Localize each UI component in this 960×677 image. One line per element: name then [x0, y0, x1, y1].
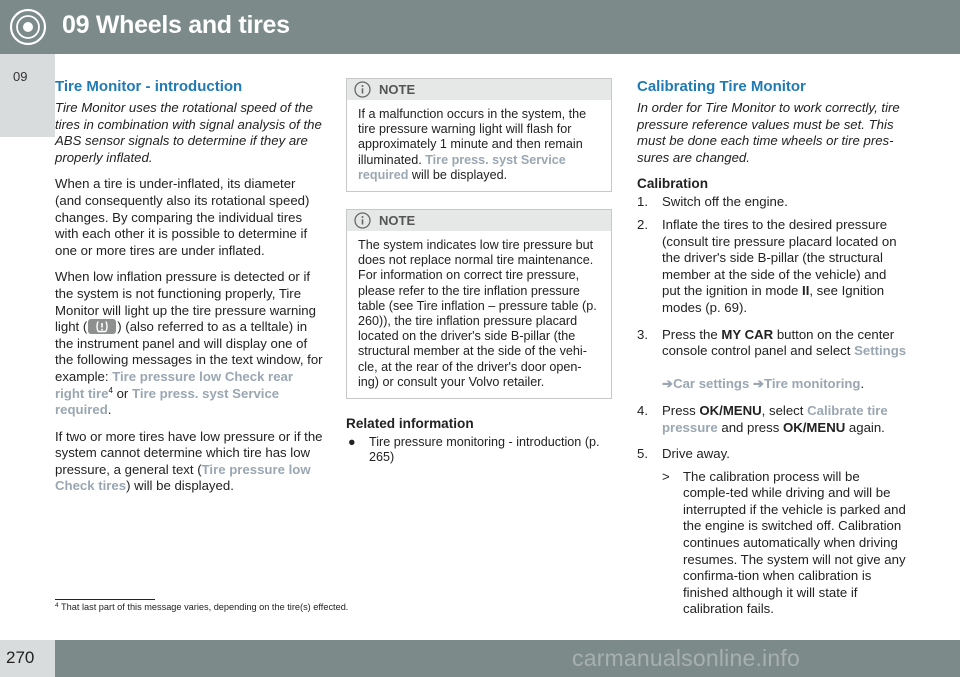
footnote-ref: 4 [108, 385, 113, 395]
chapter-number: 09 [13, 69, 28, 84]
bullet-icon: ● [348, 435, 356, 450]
section-heading: Calibrating Tire Monitor [637, 78, 806, 95]
note-title: NOTE [379, 82, 416, 97]
footnote: $^4$ That last part of this message varies, depending on the tire(s) effected. [55, 602, 349, 612]
column-tire-monitor-intro [55, 78, 323, 505]
info-icon [354, 212, 371, 234]
column-calibration [637, 78, 907, 628]
related-info-heading: Related information [346, 416, 474, 432]
calibration-steps [637, 194, 907, 618]
subheading: Calibration [637, 176, 708, 192]
section-heading: Tire Monitor - introduction [55, 78, 243, 95]
paragraph: When low inflation pressure is detected or if the system is not functioning properly, Tire Monitor will light up the tire pressure warning light ( ) (also referred to as a telltale) in the instrument panel and will display one of the following messages in the text window, for example: Tire pressure low Check rear right tire$^4$ or Tire press. syst Service required. [55, 269, 323, 418]
paragraph: If two or more tires have low pressure or if the system cannot determine which tire has low pressure, a general text (Tire pressure low Check tires) will be displayed. [55, 428, 323, 494]
list-item: 5. Drive away. > The calibration process will be comple-ted while driving and will be interrupted if the vehicle is parked and the engine is switched off. Calibration continues automatically when driving resumes. The system will not give any confirma-tion when calibration is finished although it will state if calibration fails. [637, 446, 906, 617]
paragraph: When a tire is under-inflated, its diameter (and consequently also its rotational speed) changes. By comparing the individual tires with each other it is possible to determine if one or more tires are under inflated. [55, 176, 310, 258]
info-icon [354, 81, 371, 103]
intro-text: In order for Tire Monitor to work correctly, tire pressure reference values must be set. This must be done each time wheels or tire pres-sures are changed. [637, 100, 900, 165]
message-text: Tire pressure low Check rear right tire [55, 368, 293, 401]
note-box [346, 78, 612, 192]
message-text: Tire press. syst Service required [358, 152, 566, 182]
related-link[interactable]: ● Tire pressure monitoring - introduction (p. 265) [348, 435, 600, 465]
chapter-title: 09 Wheels and tires [62, 11, 290, 39]
intro-text: Tire Monitor uses the rotational speed of the tires in combination with signal analysis of the ABS sensor signals to determine if they are properly inflated. [55, 100, 322, 165]
message-text: Tire pressure low Check tires [55, 461, 311, 494]
list-item: 2. Inflate the tires to the desired pressure (consult tire pressure placard located on the driver's side B-pillar (the structural member at the side of the vehicle) and put the ignition in mode II, see Ignition modes (p. 69). [637, 216, 897, 315]
page-number: 270 [6, 648, 35, 667]
arrow-icon: ➔ [752, 376, 765, 392]
tire-pressure-warning-icon [88, 319, 116, 334]
note-box [346, 209, 612, 399]
list-item: 4. Press OK/MENU, select Calibrate tire pressure and press OK/MENU again. [637, 402, 888, 435]
watermark: carmanualsonline.info [572, 645, 800, 671]
note-title: NOTE [379, 213, 416, 229]
list-item: 3. Press the MY CAR button on the center console control panel and select Settings ➔Car settings ➔Tire monitoring. [637, 326, 907, 392]
message-text: Tire press. syst Service required [55, 385, 280, 418]
chapter-header [0, 0, 960, 54]
page-footer [0, 640, 960, 677]
note-text: If a malfunction occurs in the system, the tire pressure warning light will flash for approximately 1 minute and then remain illuminated. Tire press. syst Service required will be displayed. [358, 107, 587, 182]
note-text: The system indicates low tire pressure but does not replace normal tire maintenance. For information on correct tire pressure, please refer to the tire inflation pressure table (see Tire inflation – pressure table (p. 260)), the tire inflation pressure placard located on the driver's side B-pillar (the structural member at the side of the vehi-cle, at the rear of the driver's door open-ing) or consult your Volvo retailer. [358, 238, 597, 389]
list-item: 1. Switch off the engine. [637, 194, 788, 210]
arrow-icon: ➔ [662, 376, 674, 392]
footnote-divider [55, 599, 155, 600]
column-notes [346, 78, 612, 465]
chapter-tab [0, 54, 55, 137]
tire-icon [0, 0, 55, 54]
